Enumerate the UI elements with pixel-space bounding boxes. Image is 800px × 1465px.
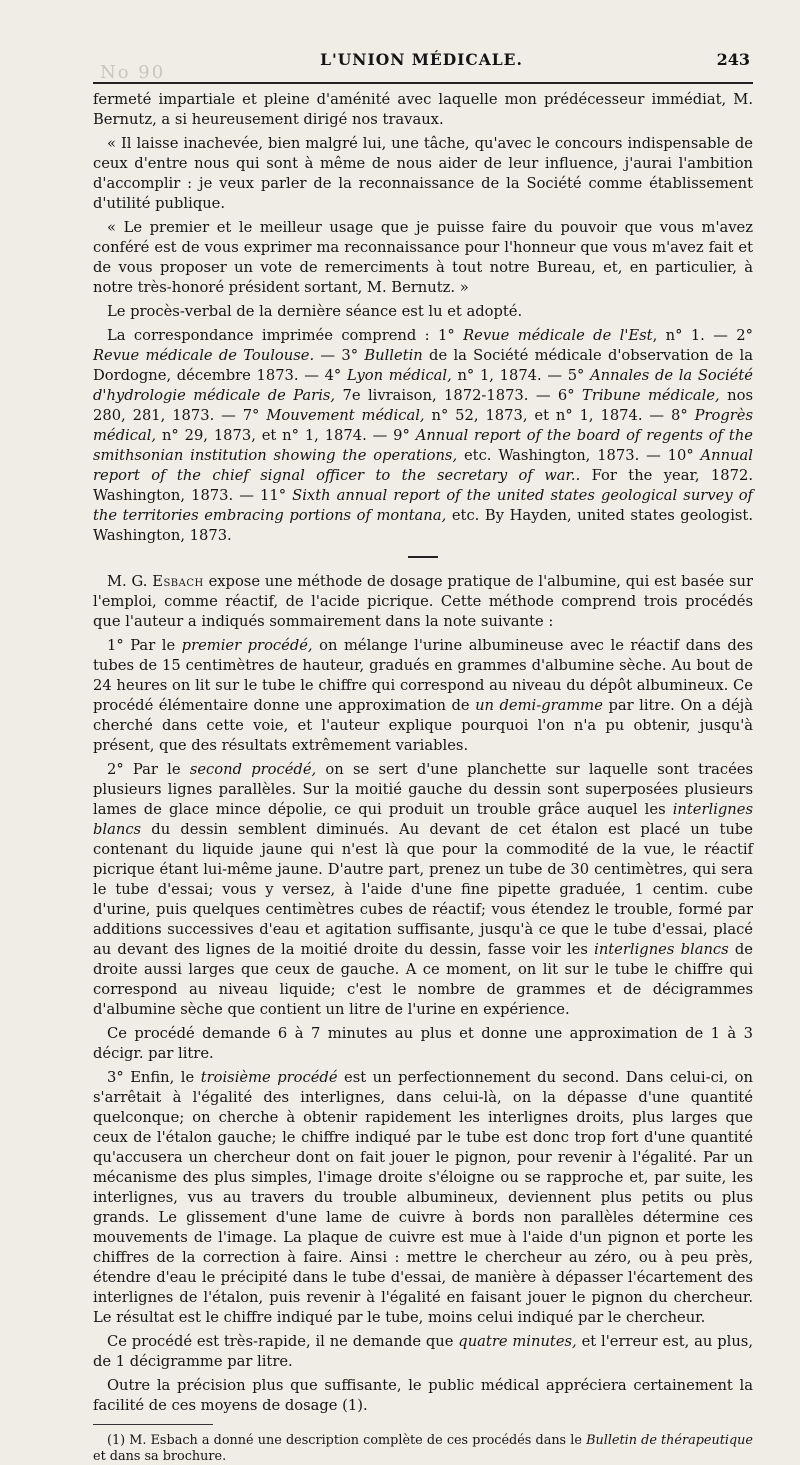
paragraph-esbach-intro <box>93 572 753 632</box>
paragraph-conclusion: Outre la précision plus que suffisante, le public médical appréciera certainement la facilité de ces moyens de dosage (1). <box>93 1377 753 1414</box>
text: n° 29, 1873, et n° 1, 1874. — 9° <box>156 427 416 444</box>
text: de la Société médicale d'observation de la Dordogne, décembre 1873. — 4° <box>93 347 753 384</box>
footnote <box>93 1433 753 1465</box>
text: La correspondance imprimée comprend : 1° <box>107 327 464 344</box>
paragraph-quote-1: « Il laisse inachevée, bien malgré lui, une tâche, qu'avec le concours indispensable de ceux d'entre nous qui sont à même de nous aider de leur influence, j'aurai l'ambition d'accomplir : je veux parler de la reconnaissance de la Société comme établissement d'utilité publique. <box>93 135 753 212</box>
journal-title: Revue médicale de l'Est <box>463 327 653 344</box>
paragraph-procede-3 <box>93 1068 753 1328</box>
text: 1° Par le <box>107 637 182 654</box>
paragraph-procede-2-duration: Ce procédé demande 6 à 7 minutes au plus et donne une approximation de 1 à 3 décigr. par litre. <box>93 1025 753 1062</box>
journal-title: Sixth annual report of the united states geological survey of the territories embracing portions of montana, <box>93 487 753 524</box>
journal-title: Tribune médicale, <box>582 387 720 404</box>
text: For the year, 1872. Washington, 1873. — 11° <box>93 467 753 504</box>
text: , n° 1. — 2° <box>652 327 753 344</box>
paragraph-procede-1 <box>93 636 753 756</box>
emphasis: un demi-gramme <box>475 697 603 714</box>
running-title: L'UNION MÉDICALE. <box>320 50 523 69</box>
emphasis: premier procédé, <box>181 637 313 654</box>
text: 2° Par le <box>107 761 190 778</box>
journal-title: Annual report of the board of regents of the smithsonian institution showing the operations, <box>93 427 753 464</box>
journal-title: Bulletin <box>364 347 423 364</box>
text: Ce procédé est très-rapide, il ne demande que <box>107 1333 459 1350</box>
header-rule <box>93 82 753 84</box>
text: etc. By Hayden, united states geologist. Washington, 1873. <box>93 507 753 544</box>
text: 7e livraison, 1872-1873. — 6° <box>335 387 583 404</box>
section-separator <box>408 556 438 558</box>
paragraph-quote-2: « Le premier et le meilleur usage que je puisse faire du pouvoir que vous m'avez conféré est de vous exprimer ma reconnaissance pour l'honneur que vous m'avez fait et de vous proposer un vote de remerciments à tout notre Bureau, et, en particulier, à notre très-honoré président sortant, M. Bernutz. » <box>93 219 753 296</box>
emphasis: interlignes blancs <box>93 801 753 838</box>
journal-title: Bulletin de thérapeutique <box>586 1433 753 1448</box>
paragraph-procede-2 <box>93 760 753 1020</box>
text: et l'erreur est, au plus, de 1 décigramme par litre. <box>93 1333 753 1370</box>
footnote-rule <box>93 1424 213 1425</box>
text: est un perfectionnement du second. Dans celui-ci, on s'arrêtait à l'égalité des interlignes, dans celui-là, on la dépasse d'une quantité quelconque; on cherche à obtenir rapidement les interlignes droits, plus larges que ceux de l'étalon gauche; le chiffre indiqué par le tube est donc trop fort d'une quantité qu'accusera un chercheur dont on fait jouer le pignon, pour revenir à l'égalité. Par un mécanisme des plus simples, l'image droite s'éloigne ou se rapproche et, par suite, les interlignes, vus au travers du trouble albumineux, deviennent plus petits ou plus grands. Le glissement d'une lame de cuivre à bords non parallèles détermine ces mouvements de l'image. La plaque de cuivre est mue à l'aide d'un pignon et porte les chiffres de la correction à faire. Ainsi : mettre le chercheur au zéro, ou à peu près, étendre d'eau le précipité dans le tube d'essai, de manière à dépasser l'écartement des interlignes de l'étalon, puis revenir à l'égalité en faisant jouer le pignon du chercheur. Le résultat est le chiffre indiqué par le tube, moins celui indiqué par le chercheur. <box>93 1069 753 1326</box>
text: expose une méthode de dosage pratique de l'albumine, qui est basée sur l'emploi, comme réactif, de l'acide picrique. Cette méthode comprend trois procédés que l'auteur a indiqués sommairement dans la note suivante : <box>93 573 753 630</box>
text: de droite aussi larges que ceux de gauche. A ce moment, on lit sur le tube le chiffre qui correspond au niveau liquide; c'est le nombre de grammes et de décigrammes d'albumine sèche que contient un litre de l'urine en expérience. <box>93 941 753 1018</box>
text: M. G. <box>107 573 153 590</box>
page-number: 243 <box>716 50 750 69</box>
page-header <box>93 44 750 82</box>
text: et dans sa brochure. <box>93 1449 227 1464</box>
text: on se sert d'une planchette sur laquelle sont tracées plusieurs lignes parallèles. Sur la moitié gauche du dessin sont superposées plusieurs lames de glace mince dépolie, ce qui produit un trouble grâce auquel les <box>93 761 754 818</box>
text: etc. Washington, 1873. — 10° <box>457 447 701 464</box>
text: on mélange l'urine albumineuse avec le réactif dans des tubes de 15 centimètres de hauteur, gradués en grammes d'albumine sèche. Au bout de 24 heures on lit sur le tube le chiffre qui correspond au niveau du dépôt albumineux. Ce procédé élémentaire donne une approximation de <box>93 637 754 714</box>
article-body <box>93 90 753 1416</box>
journal-title: Progrès médical, <box>93 407 753 444</box>
text: 3° Enfin, le <box>107 1069 201 1086</box>
journal-title: Lyon médical, <box>346 367 452 384</box>
text: — 3° <box>314 347 365 364</box>
emphasis: second procédé, <box>189 761 317 778</box>
paragraph-procede-3-speed <box>93 1332 753 1372</box>
text: n° 1, 1874. — 5° <box>451 367 591 384</box>
paragraph-continuation: fermeté impartiale et pleine d'aménité avec laquelle mon prédécesseur immédiat, M. Bernutz, a si heureusement dirigé nos travaux. <box>93 91 753 128</box>
text: (1) M. Esbach a donné une description complète de ces procédés dans le <box>107 1433 587 1448</box>
journal-title: Annales de la Société d'hydrologie médicale de Paris, <box>93 367 753 404</box>
emphasis: quatre minutes, <box>458 1333 577 1350</box>
paragraph-minutes: Le procès-verbal de la dernière séance est lu et adopté. <box>107 303 523 320</box>
text: n° 52, 1873, et n° 1, 1874. — 8° <box>424 407 695 424</box>
journal-title: Revue médicale de Toulouse. <box>93 347 315 364</box>
journal-title: Mouvement médical, <box>266 407 425 424</box>
emphasis: interlignes blancs <box>594 941 729 958</box>
text: du dessin semblent diminués. Au devant de cet étalon est placé un tube contenant du liquide jaune qui n'est là que pour la commodité de la vue, le réactif picrique étant lui-même jaune. D'autre part, prenez un tube de 30 centimètres, qui sera le tube d'essai; vous y versez, à l'aide d'une fine pipette graduée, 1 centim. cube d'urine, puis quelques centimètres cubes de réactif; vous étendez le trouble, formé par additions successives d'eau et agitation suffisante, jusqu'à ce que le tube d'essai, placé au devant des lignes de la moitié droite du dessin, fasse voir les <box>93 821 753 958</box>
text: nos 280, 281, 1873. — 7° <box>93 387 753 424</box>
paragraph-correspondance <box>93 326 753 546</box>
author-name: Esbach <box>152 573 204 590</box>
text: par litre. On a déjà cherché dans cette voie, et l'auteur explique pourquoi l'on n'a pu obtenir, jusqu'à présent, que des résultats extrêmement variables. <box>93 697 753 754</box>
journal-title: Annual report of the chief signal officer to the secretary of war.. <box>93 447 753 484</box>
emphasis: troisième procédé <box>200 1069 338 1086</box>
bleed-through-mark: No 90 <box>100 62 166 83</box>
